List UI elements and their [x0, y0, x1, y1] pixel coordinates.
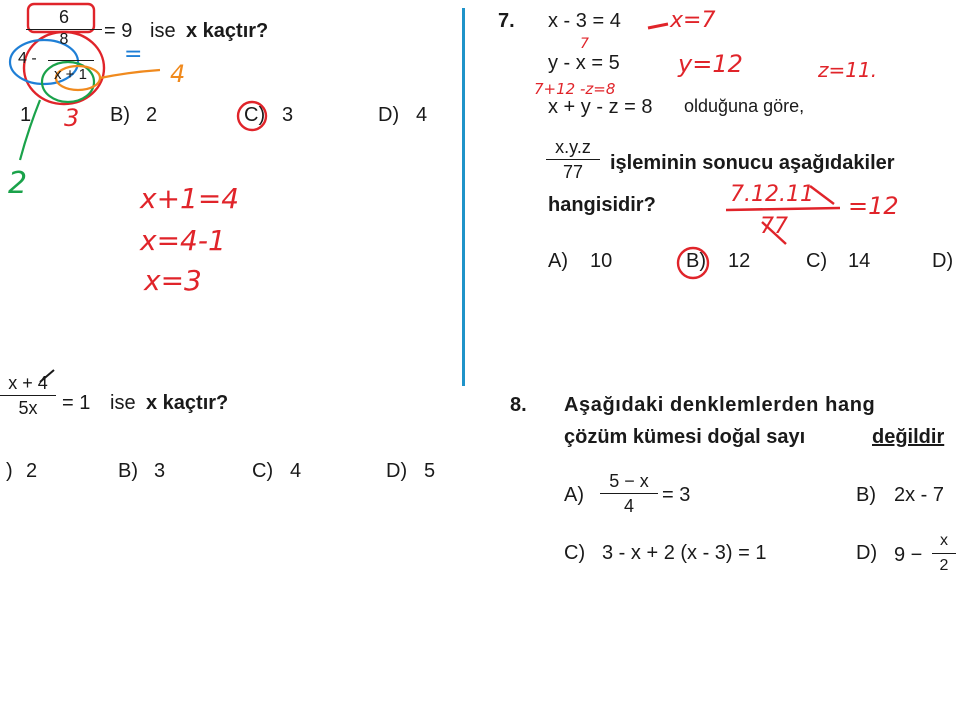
q6-fraction-middle: 8 [59, 31, 69, 48]
q7-left-option-b-value[interactable]: 3 [154, 460, 166, 482]
q8-optA-bar [600, 493, 658, 494]
q7-prompt-line2: hangisidir? [548, 194, 656, 216]
red-calc-bar [726, 208, 840, 210]
q7-eq2: y - x = 5 [548, 52, 620, 74]
q8-optD-text: 9 − [894, 544, 923, 566]
column-divider [462, 8, 465, 386]
q8-line2-underlined: değildir [872, 426, 945, 448]
q8-optA-fraction [600, 470, 658, 517]
q8-optD-bar [932, 553, 956, 554]
q6-hand-blue-equals: = [124, 42, 143, 67]
q6-tail-bold: x kaçtır? [186, 20, 269, 42]
red-arrow-eq1 [648, 24, 668, 28]
q6-fraction [26, 6, 102, 49]
q6-hand-work-line3: x=3 [144, 264, 202, 297]
q8-optA-tail: = 3 [662, 484, 691, 506]
q8-line1: Aşağıdaki denklemlerden hang [564, 394, 876, 416]
q7-hand-x-result: x=7 [670, 8, 716, 33]
q7-left-option-a-value[interactable]: 2 [26, 460, 38, 482]
q7-left-option-b-letter[interactable]: B) [118, 460, 138, 482]
q7-left-option-a-letter[interactable]: ) [6, 460, 13, 482]
q6-option-c-value[interactable]: 3 [282, 104, 294, 126]
q6-tail-text: ise [150, 20, 176, 42]
q7-eq3-tail: olduğuna göre, [684, 96, 805, 116]
q8-optC-text: 3 - x + 2 (x - 3) = 1 [602, 542, 767, 564]
q7-left-fraction [0, 372, 56, 419]
orange-arrow [100, 70, 160, 78]
q6-hand-orange-4: 4 [170, 60, 186, 88]
q7-frac-bar [546, 159, 600, 160]
q7-left-option-d-value[interactable]: 5 [424, 460, 436, 482]
q7-option-a-value[interactable]: 10 [590, 250, 613, 272]
q7-prompt-line1: işleminin sonucu aşağıdakiler [610, 152, 895, 174]
q6-option-d-letter[interactable]: D) [378, 104, 400, 126]
q6-hand-red-3: 3 [64, 104, 80, 132]
q8-optD-letter[interactable]: D) [856, 542, 878, 564]
q7-hand-z-result: z=11. [818, 58, 878, 82]
q6-option-a-value[interactable]: 1 [20, 104, 32, 126]
q7-hand-calc-den: 77 [760, 214, 788, 239]
q7-option-d-letter[interactable]: D) [932, 250, 954, 272]
q7-number: 7. [498, 10, 515, 32]
q6-option-b-value[interactable]: 2 [146, 104, 158, 126]
q6-hand-green-2: 2 [8, 166, 28, 201]
q6-inner-left: 4 - [18, 50, 37, 67]
q8-number: 8. [510, 394, 527, 416]
q8-optA-letter[interactable]: A) [564, 484, 584, 506]
q7-left-tail-text: ise [110, 392, 136, 414]
q6-hand-work-line1: x+1=4 [140, 182, 240, 215]
q8-optA-den: 4 [623, 496, 634, 516]
q8-optD-den: 2 [939, 557, 949, 574]
q7-left-tail-bold: x kaçtır? [146, 392, 229, 414]
q7-option-a-letter[interactable]: A) [548, 250, 568, 272]
q8-optD-num: x [940, 532, 948, 549]
q7-left-option-c-value[interactable]: 4 [290, 460, 302, 482]
q7-left-denominator: 5x [18, 398, 38, 418]
q6-hand-work-line2: x=4-1 [140, 224, 226, 257]
q7-option-c-value[interactable]: 14 [848, 250, 871, 272]
q7-hand-calc-result: =12 [848, 192, 899, 220]
q6-equals: = 9 [104, 20, 133, 42]
q7-hand-y-result: y=12 [678, 50, 743, 78]
q7-left-option-d-letter[interactable]: D) [386, 460, 408, 482]
q7-hand-calc-num: 7.12.11 [730, 182, 814, 207]
q6-option-d-value[interactable]: 4 [416, 104, 428, 126]
q7-eq3: x + y - z = 8 [548, 96, 653, 118]
q7-frac-den: 77 [562, 162, 584, 182]
q7-option-c-letter[interactable]: C) [806, 250, 828, 272]
q6-fraction-top: 6 [58, 7, 69, 27]
q7-left-equals: = 1 [62, 392, 91, 414]
q7-hand-above-eq3: 7+12 -z=8 [534, 80, 616, 98]
q6-option-b-letter[interactable]: B) [110, 104, 130, 126]
q7-eq1: x - 3 = 4 [548, 10, 621, 32]
q7-left-numerator: x + 4 [8, 373, 48, 393]
q8-optB-letter[interactable]: B) [856, 484, 876, 506]
q7-option-b-value[interactable]: 12 [728, 250, 751, 272]
q8-optA-num: 5 − x [609, 471, 649, 491]
q6-fraction-bar [26, 29, 102, 30]
q8-optB-text: 2x - 7 [894, 484, 945, 506]
q6-inner-denominator: x + 1 [54, 66, 87, 83]
q7-option-b-letter[interactable]: B) [686, 250, 706, 272]
q7-left-option-c-letter[interactable]: C) [252, 460, 274, 482]
q7-hand-small-7: 7 [580, 36, 589, 52]
q8-optC-letter[interactable]: C) [564, 542, 586, 564]
q7-frac-num: x.y.z [555, 137, 591, 157]
q8-optD-fraction [932, 530, 956, 577]
q6-inner-bar [48, 60, 94, 61]
q6-option-c-letter[interactable]: C) [244, 104, 266, 126]
q8-line2-start: çözüm kümesi doğal sayı [564, 426, 806, 448]
q7-left-bar [0, 395, 56, 396]
q7-fraction [546, 136, 600, 183]
